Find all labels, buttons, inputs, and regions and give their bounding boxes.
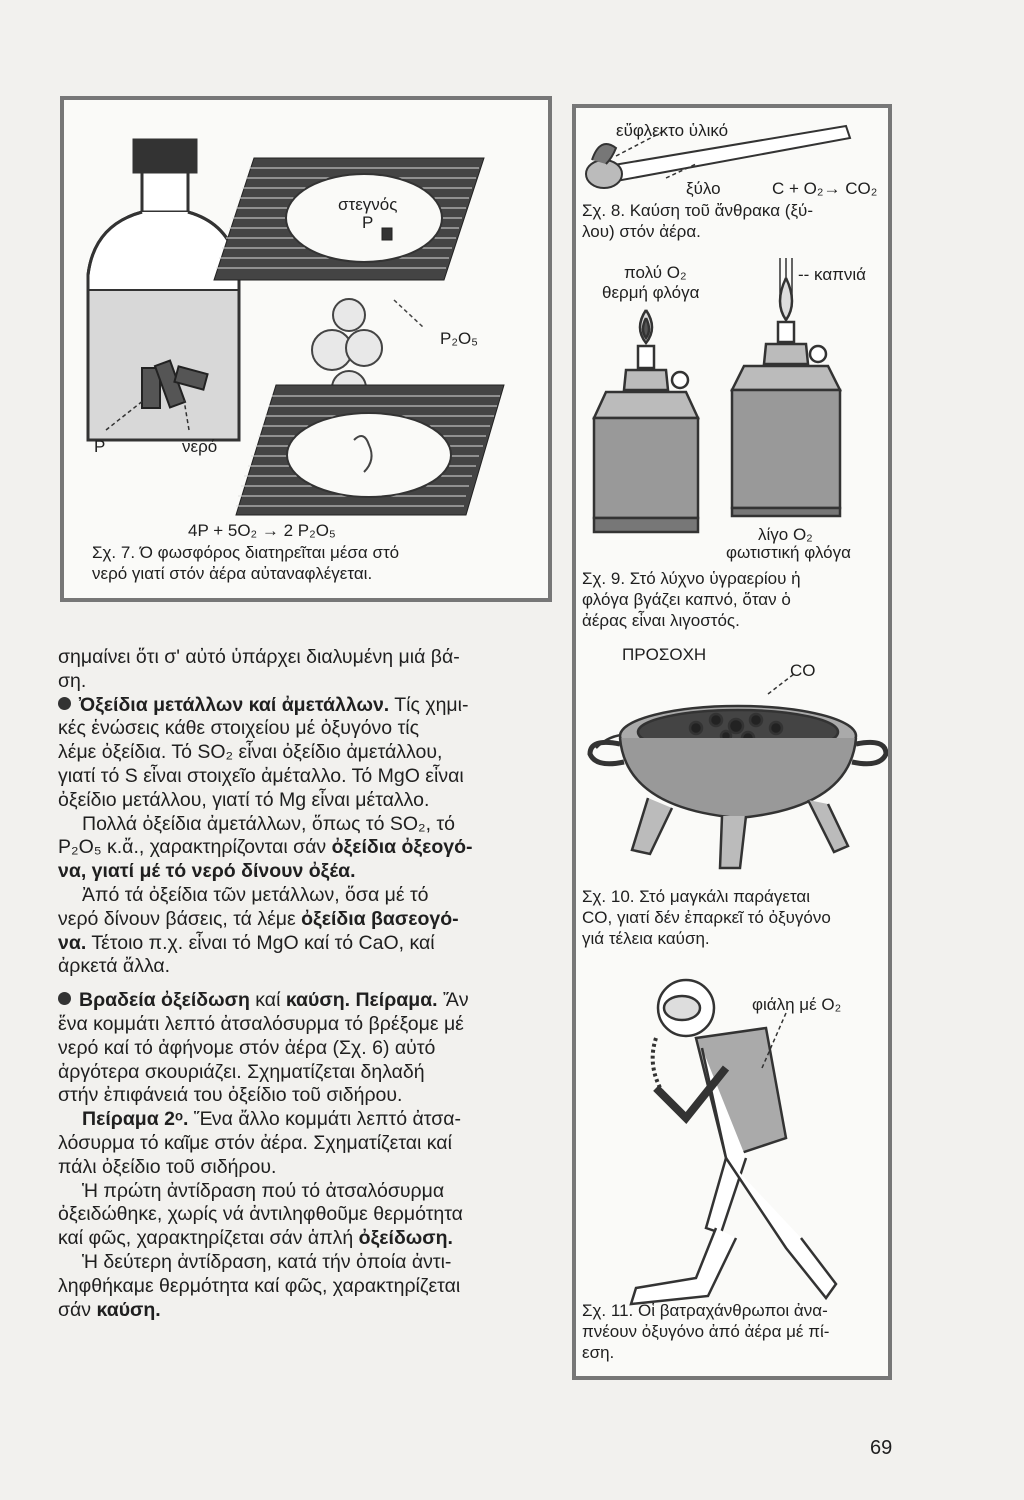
text-line: σημαίνει ὅτι σ' αὐτό ὑπάρχει διαλυμένη μιά βά- [58,646,460,668]
gas-burner-hot [594,310,698,532]
fig8-caption-line: λου) στόν ἀέρα. [582,222,701,241]
text-line: Ἡ πρώτη ἀντίδραση πού τό ἀτσαλόσυρμα [82,1179,445,1202]
label-xylo: ξύλο [686,179,721,198]
text-line: ὀξείδιο μετάλλου, γιατί τό Mg εἶναι μέταλλο. [58,788,430,811]
fig11-caption [582,1300,887,1363]
label-fiali: φιάλη μέ O₂ [752,995,842,1014]
text-line: ληφθήκαμε θερμότητα καί φῶς, χαρακτηρίζεται [58,1274,461,1297]
bold-term: να, γιατί μέ τό νερό δίνουν ὀξέα. [58,860,356,883]
text-line [58,1227,542,1251]
fig10-caption [582,886,887,949]
bold-term: καύση. [96,1298,161,1321]
grid-plate-top [214,158,484,280]
label-p: P [94,437,106,456]
figures-right-column [572,104,892,1380]
fig9-caption [582,568,882,631]
text-span: σάν [58,1298,97,1321]
text-line [58,908,542,932]
text-span: καί φῶς, χαρακτηρίζεται σάν ἁπλή [58,1227,359,1250]
text-line [58,1299,542,1323]
fig10-caption-line: γιά τέλεια καύση. [582,929,710,948]
fig8-caption [582,200,882,242]
brazier [590,674,886,868]
text-span: νερό δίνουν βάσεις, τά λέμε [58,907,302,930]
text-line [58,989,542,1013]
scuba-diver [631,980,836,1304]
label-ligo-o2: λίγο O₂ [758,525,813,544]
text-line: ἕνα κομμάτι λεπτό ἀτσαλόσυρμα τό βρέξομε μέ [58,1012,464,1035]
text-span: Τέτοιο π.χ. εἶναι τό MgO καί τό CaO, καί [86,931,435,954]
text-line: γιατί τό S εἶναι στοιχεῖο ἀμέταλλο. Τό MgO εἶναι [58,764,464,787]
text-line: λόσυρμα τό καῖμε στόν ἀέρα. Σχηματίζεται καί [58,1131,452,1154]
text-line: ὀξειδώθηκε, χωρίς νά ἀντιληφθοῦμε θερμότητα [58,1203,463,1226]
text-line: στήν ἐπιφάνειά του ὀξείδιο τοῦ σιδήρου. [58,1084,403,1107]
label-p2o5: P₂O₅ [440,329,479,348]
fig9-caption-line: Σχ. 9. Στό λύχνο ὑγραερίου ἡ [582,569,801,588]
label-nero: νερό [182,437,218,456]
text-line: κές ἑνώσεις κάθε στοιχείου μέ ὀξυγόνο τίς [58,717,419,740]
fig9-caption-line: φλόγα βγάζει καπνό, ὅταν ὁ [582,590,791,609]
main-text [58,646,542,1322]
text-line [58,694,542,718]
figure-7 [60,96,552,602]
bold-term: να. [58,931,87,954]
text-line [58,860,542,884]
text-line [58,836,542,860]
text-line: ἀρκετά ἄλλα. [58,955,171,978]
fig11-caption-line: Σχ. 11. Οἱ βατραχάνθρωποι ἀνα- [582,1301,828,1320]
section-heading: Ὀξείδια μετάλλων καί ἀμετάλλων. [79,693,390,716]
bullet-icon [58,992,71,1005]
bold-term: ὀξείδια ὀξεογό- [331,836,473,859]
label-stegnos: στεγνός [338,195,398,214]
label-kapnia: -- καπνιά [798,265,866,284]
fig7-caption-line: νερό γιατί στόν ἀέρα αὐταναφλέγεται. [92,564,373,583]
bullet-icon [58,697,71,710]
text-span: Ἕνα ἄλλο κομμάτι λεπτό ἀτσα- [188,1108,462,1131]
label-poly-o2: πολύ O₂ [624,263,687,282]
fig10-caption-line: CO, γιατί δέν ἐπαρκεῖ τό ὀξυγόνο [582,908,831,927]
text-line: ἀργότερα σκουριάζει. Σχηματίζεται δηλαδή [58,1060,425,1083]
text-span: Τίς χημι- [389,693,469,716]
fig11-caption-line: πνέουν ὀξυγόνο ἀπό ἀέρα μέ πί- [582,1322,830,1341]
fig11-caption-line: εση. [582,1343,615,1362]
fig7-caption-line: Σχ. 7. Ό φωσφόρος διατηρεῖται μέσα στό [92,543,400,562]
fig8-equation: C + O₂→ CO₂ [772,179,878,198]
label-co: CO [790,661,816,680]
bold-term: Πείραμα 2ᵒ. [82,1108,189,1131]
gas-burner-smoky [732,258,840,516]
text-line: νερό καί τό ἀφήνομε στόν ἀέρα (Σχ. 6) αὐτό [58,1036,436,1059]
label-thermi-floga: θερμή φλόγα [602,283,700,302]
text-line: Πολλά ὀξείδια ἀμετάλλων, ὅπως τό SO₂, τό [82,812,456,835]
text-span: P₂O₅ κ.ἄ., χαρακτηρίζονται σάν [58,836,332,859]
text-span: καί [249,989,286,1012]
fig7-caption [92,542,542,584]
text-span: Ἄν [437,989,469,1012]
text-line: πάλι ὀξείδιο τοῦ σιδήρου. [58,1155,277,1178]
text-line: Ἀπό τά ὀξείδια τῶν μετάλλων, ὅσα μέ τό [82,883,429,906]
label-prosoxi: ΠΡΟΣΟΧΗ [622,645,707,664]
text-line [58,1108,542,1132]
text-line: ση. [58,669,87,692]
text-line: Ἡ δεύτερη ἀντίδραση, κατά τήν ὁποία ἀντι- [82,1250,452,1273]
bold-term: ὀξείδωση. [358,1227,453,1250]
text-line: λέμε ὀξείδια. Τό SO₂ εἶναι ὀξείδιο ἀμετάλλου, [58,741,443,764]
label-efflekto: εὔφλεκτο ὑλικό [616,121,729,140]
section-heading: καύση. Πείραμα. [285,989,438,1012]
grid-plate-bottom [236,385,504,515]
fig7-equation: 4P + 5O₂ → 2 P₂O₅ [188,521,336,540]
label-fotistiki-floga: φωτιστική φλόγα [726,543,851,562]
bottle-drawing [88,140,239,440]
fig9-caption-line: ἀέρας εἶναι λιγοστός. [582,611,740,630]
bold-term: ὀξείδια βασεογό- [301,907,459,930]
text-line [58,932,542,956]
label-p-top: P [362,213,374,232]
page-number: 69 [870,1437,893,1459]
fig8-caption-line: Σχ. 8. Καύση τοῦ ἄνθρακα (ξύ- [582,201,814,220]
section-heading: Βραδεία ὀξείδωση [79,989,250,1012]
fig10-caption-line: Σχ. 10. Στό μαγκάλι παράγεται [582,887,811,906]
